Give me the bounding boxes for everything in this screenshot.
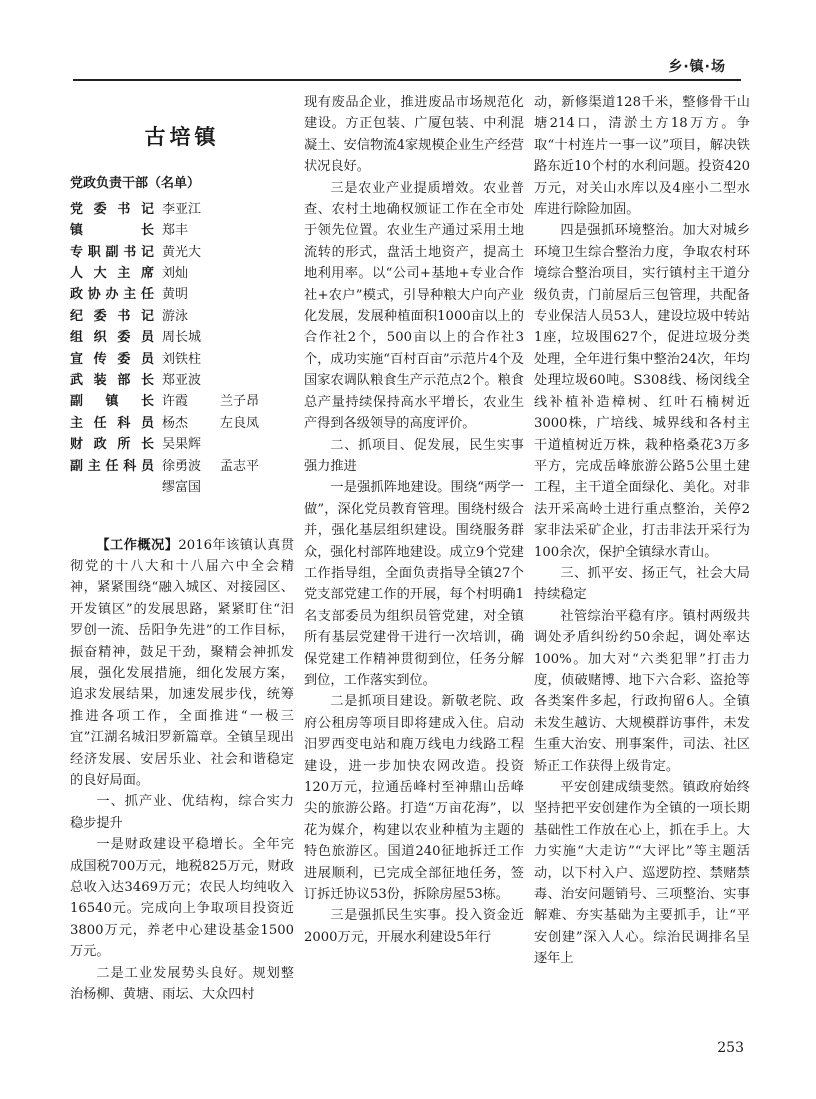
leader-row [70, 284, 294, 305]
leader-name: 左良凤 [220, 415, 260, 431]
header-rule [73, 79, 741, 81]
leader-name: 刘灿 [162, 266, 189, 282]
leader-role: 镇长 [70, 223, 154, 239]
leader-role: 主任科员 [70, 415, 154, 431]
page-number: 253 [717, 1040, 744, 1056]
leader-row [70, 413, 294, 434]
leader-name: 郑亚波 [162, 373, 202, 389]
column-1 [70, 92, 294, 1005]
leader-role: 副镇长 [70, 394, 154, 410]
section-label: 乡·镇·场 [668, 59, 726, 75]
overview-paragraph [70, 535, 294, 792]
leader-role: 宣传委员 [70, 351, 154, 367]
leader-names [154, 199, 292, 220]
leader-name: 吴果辉 [162, 437, 202, 453]
leader-role: 人大主席 [70, 266, 154, 282]
leader-row [70, 349, 294, 370]
leader-names [154, 391, 292, 412]
paragraph: 动，新修渠道128千米，整修骨干山塘214口，清淤土方18万方。争取“十村连片一事一议”项目，解决铁路东近10个村的水利问题。投资420万元，对关山水库以及4座小二型水库进行除险加固。 [534, 95, 750, 218]
paragraph: 三是农业产业提质增效。农业普查、农村土地确权颁证工作在全市处于领先位置。农业生产通过采用土地流转的形式，盘活土地资产，提高土地利用率。以“公司+基地+专业合作社+农户”模式，引导种粮大户向产业化发展，发展种植面积1000亩以上的合作社2个，500亩以上的合作社3个，成功实施“百村百亩”示范片4个及国家农调队粮食生产示范点2个。粮食总产量持续保持高水平增长，农业生产得到各级领导的高度评价。 [304, 180, 524, 432]
leader-names [154, 413, 292, 434]
leader-names [154, 349, 292, 370]
leader-names [154, 327, 292, 348]
leader-names [154, 370, 292, 391]
leader-name: 黄光大 [162, 244, 202, 260]
column-3 [534, 92, 750, 970]
leader-role: 专职副书记 [70, 244, 154, 260]
column-2 [304, 92, 524, 948]
leader-name: 缪富国 [162, 480, 202, 496]
leader-role: 武装部长 [70, 373, 154, 389]
paragraph: 一是强抓阵地建设。围绕“两学一做”，深化党员教育管理。围绕村级合并，强化基层组织建设。围绕服务群众，强化村部阵地建设。成立9个党建工作指导组，全面负责指导全镇27个党支部党建工作的开展，每个村明确1名支部委员为组织员管党建，对全镇所有基层党建骨干进行一次培训，确保党建工作精神贯彻到位，任务分解到位，工作落实到位。 [304, 480, 524, 688]
leader-names [154, 456, 292, 499]
leader-names [154, 242, 292, 263]
leader-row [70, 263, 294, 284]
leader-row [70, 306, 294, 327]
overview-text: 2016年该镇认真贯彻党的十八大和十八届六中全会精神，紧紧围绕“融入城区、对接园区、开发镇区”的发展思路，紧紧盯住“汨罗创一流、岳阳争先进”的工作目标，振奋精神，鼓足干劲，聚精会神抓发展，强化发展措施，细化发展方案，追求发展结果，加速发展步伐，统筹推进各项工作，全面推进“一极三宜”江湖名城汨罗新篇章。全镇呈现出经济发展、安居乐业、社会和谐稳定的良好局面。 [70, 537, 295, 788]
leader-names [154, 284, 292, 305]
leader-role: 财政所长 [70, 437, 154, 453]
paragraph: 一是财政建设平稳增长。全年完成国税700万元，地税825万元，财政总收入达3469万元；农民人均纯收入16540元。完成向上争取项目投资近3800万元，养老中心建设基金1500万元。 [70, 837, 294, 960]
leader-name: 周长城 [162, 330, 202, 346]
leader-row [70, 434, 294, 455]
paragraph: 二、抓项目、促发展，民生实事强力推进 [304, 437, 524, 474]
leader-role: 组织委员 [70, 330, 154, 346]
leader-row [70, 327, 294, 348]
paragraph: 二是抓项目建设。新敬老院、政府公租房等项目即将建成入住。启动汨罗西变电站和鹿万线电力线路工程建设，进一步加快农网改造。投资120万元，拉通岳峰村至神鼎山岳峰尖的旅游公路。打造“万亩花海”，以花为媒介，构建以农业种植为主题的特色旅游区。国道240征地拆迁工作进展顺利，已完成全部征地任务，签订拆迁协议53份，拆除房屋53栋。 [304, 694, 524, 903]
leader-name: 李亚江 [162, 201, 202, 217]
paragraph: 一、抓产业、优结构，综合实力稳步提升 [70, 794, 294, 831]
leader-names [154, 220, 292, 241]
paragraph: 三是强抓民生实事。投入资金近2000万元，开展水利建设5年行 [304, 908, 524, 945]
leader-role: 纪委书记 [70, 308, 154, 324]
paragraph: 社管综治平稳有序。镇村两级共调处矛盾纠纷约50余起，调处率达100%。加大对“六类犯罪”打击力度，侦破赌博、地下六合彩、盗抢等各类案件多起，行政拘留6人。全镇未发生越访、大规模群访事件，未发生重大治安、刑事案件，司法、社区矫正工作获得上级肯定。 [534, 608, 750, 774]
leader-row [70, 456, 294, 499]
leader-name: 黄明 [162, 287, 189, 303]
paragraph: 二是工业发展势头良好。规划整治杨柳、黄塘、雨坛、大众四村 [70, 965, 294, 1003]
leader-names [154, 434, 292, 455]
leader-names [154, 263, 292, 284]
page-title: 古培镇 [144, 124, 220, 149]
leader-name: 徐勇波 [162, 458, 202, 474]
paragraph: 平安创建成绩斐然。镇政府始终坚持把平安创建作为全镇的一项长期基础性工作放在心上，抓在手上。大力实施“大走访”“大评比”等主题活动，以下村入户、巡逻防控、禁赌禁毒、治安问题销号、三项整治、实事解难、夯实基础为主要抓手，让“平安创建”深入人心。综治民调排名呈逐年上 [534, 780, 750, 967]
leaders-heading: 党政负责干部（名单） [70, 176, 201, 192]
leader-name: 游泳 [162, 308, 189, 324]
leader-name: 兰子昂 [220, 394, 260, 410]
leader-role: 副主任科员 [70, 458, 154, 474]
leader-row [70, 370, 294, 391]
leader-names [154, 306, 292, 327]
paragraph: 三、抓平安、扬正气，社会大局持续稳定 [534, 565, 750, 603]
leader-name: 孟志平 [220, 458, 260, 474]
paragraph: 现有废品企业，推进废品市场规范化建设。方正包装、广厦包装、中利混凝土、安信物流4家规模企业生产经营状况良好。 [304, 95, 524, 175]
leader-name: 杨杰 [162, 415, 189, 431]
leader-row [70, 199, 294, 220]
leader-name: 许霞 [162, 394, 189, 410]
leader-row [70, 220, 294, 241]
paragraph: 四是强抓环境整治。加大对城乡环境卫生综合整治力度，争取农村环境综合整治项目，实行镇村主干道分级负责，门前屋后三包管理，共配备专业保洁人员53人，建设垃圾中转站1座，垃圾围627个，促进垃圾分类处理，全年进行集中整治24次，年均处理垃圾60吨。S308线、杨闵线全线补植补造樟树、红叶石楠树近3000株，广培线、城界线和各村主干道植树近万株，栽种格桑花3万多平方，完成岳峰旅游公路5公里土建工程，主干道全面绿化、美化。对非法开采高岭土进行重点整治，关停2家非法采矿企业，打击非法开采行为100余次，保护全镇绿水青山。 [534, 223, 750, 560]
leader-role: 党委书记 [70, 201, 154, 217]
leader-row [70, 391, 294, 412]
leader-name: 刘铁柱 [162, 351, 202, 367]
overview-label: 【工作概况】 [96, 537, 179, 553]
leader-name: 郑丰 [162, 223, 189, 239]
leader-list [70, 199, 294, 499]
leader-role: 政协办主任 [70, 287, 154, 303]
leader-row [70, 242, 294, 263]
